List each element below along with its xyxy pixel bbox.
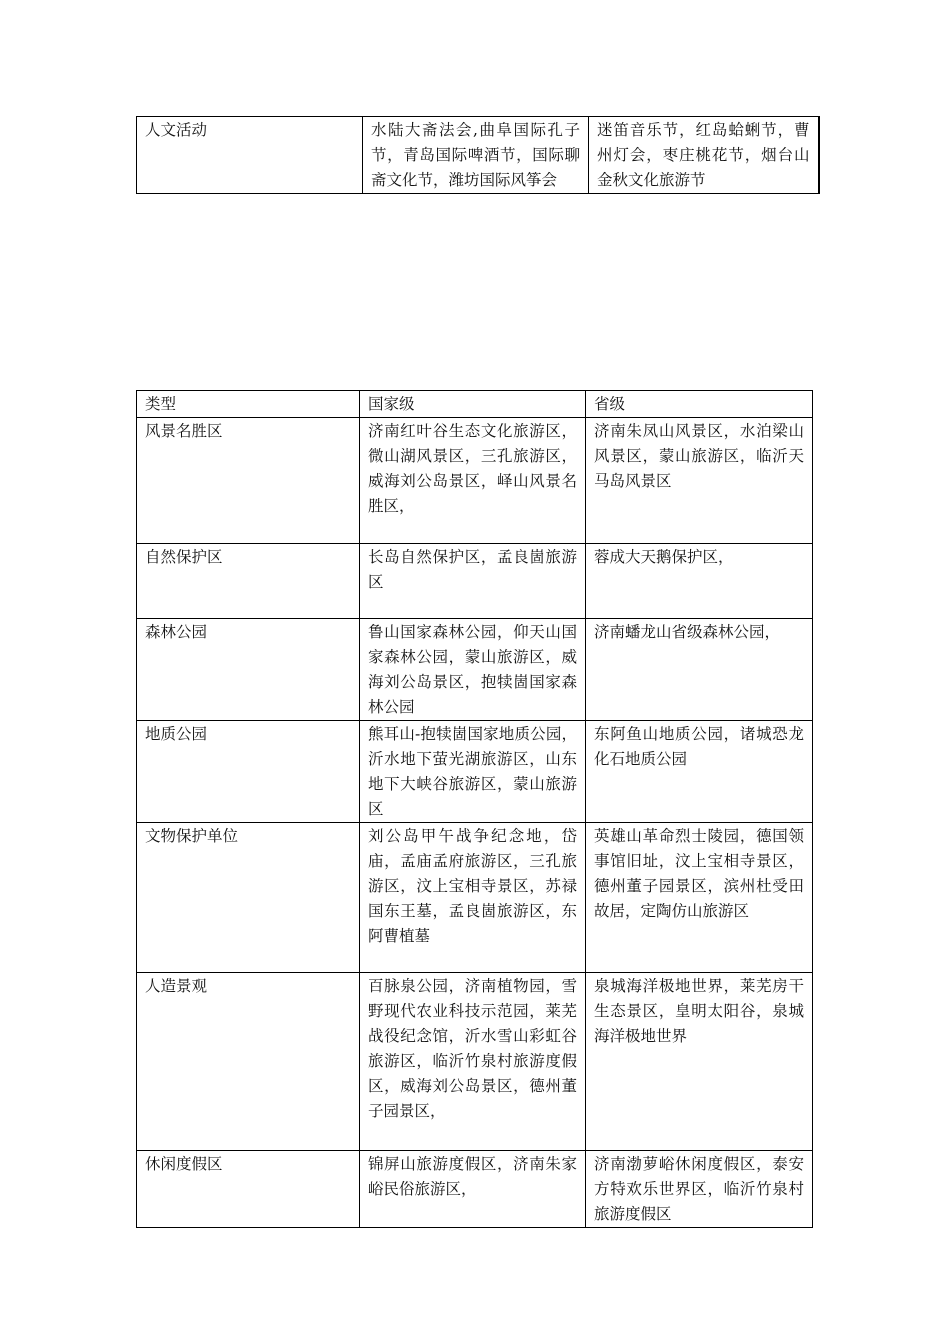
type-cell: 休闲度假区 (137, 1151, 360, 1228)
header-provincial: 省级 (586, 391, 813, 418)
provincial-cell: 蓉成大天鹅保护区， (586, 544, 813, 619)
national-cell: 鲁山国家森林公园，仰天山国家森林公园，蒙山旅游区，威海刘公岛景区，抱犊崮国家森林公园 (360, 619, 586, 721)
header-type: 类型 (137, 391, 360, 418)
table-row (137, 973, 813, 1151)
national-cell: 刘公岛甲午战争纪念地，岱庙，孟庙孟府旅游区，三孔旅游区，汶上宝相寺景区，苏禄国东王墓，孟良崮旅游区，东阿曹植墓 (360, 823, 586, 973)
national-cell: 长岛自然保护区，孟良崮旅游区 (360, 544, 586, 619)
table-row (137, 544, 813, 619)
national-cell: 百脉泉公园，济南植物园，雪野现代农业科技示范园，莱芜战役纪念馆，沂水雪山彩虹谷旅游区，临沂竹泉村旅游度假区，威海刘公岛景区，德州董子园景区， (360, 973, 586, 1151)
national-cell: 熊耳山-抱犊崮国家地质公园，沂水地下萤光湖旅游区，山东地下大峡谷旅游区，蒙山旅游区 (360, 721, 586, 823)
provincial-cell: 济南蟠龙山省级森林公园， (586, 619, 813, 721)
national-cell: 水陆大斋法会,曲阜国际孔子节，青岛国际啤酒节，国际聊斋文化节，潍坊国际风筝会 (363, 117, 589, 194)
provincial-cell: 济南渤萝峪休闲度假区，泰安方特欢乐世界区，临沂竹泉村旅游度假区 (586, 1151, 813, 1228)
type-cell: 人文活动 (137, 117, 363, 194)
scenic-areas-table (136, 390, 813, 1228)
provincial-cell: 迷笛音乐节，红岛蛤蜊节，曹州灯会，枣庄桃花节，烟台山金秋文化旅游节 (589, 117, 819, 194)
provincial-cell: 东阿鱼山地质公园，诸城恐龙化石地质公园 (586, 721, 813, 823)
header-national: 国家级 (360, 391, 586, 418)
table-row (137, 1151, 813, 1228)
table-row (137, 418, 813, 544)
table-header-row (137, 391, 813, 418)
type-cell: 文物保护单位 (137, 823, 360, 973)
type-cell: 风景名胜区 (137, 418, 360, 544)
type-cell: 森林公园 (137, 619, 360, 721)
national-cell: 锦屏山旅游度假区，济南朱家峪民俗旅游区， (360, 1151, 586, 1228)
table-row (137, 721, 813, 823)
culture-activities-table (136, 116, 820, 194)
provincial-cell: 济南朱凤山风景区，水泊梁山风景区，蒙山旅游区，临沂天马岛风景区 (586, 418, 813, 544)
table-row (137, 117, 819, 194)
provincial-cell: 英雄山革命烈士陵园，德国领事馆旧址，汶上宝相寺景区，德州董子园景区，滨州杜受田故居，定陶仿山旅游区 (586, 823, 813, 973)
provincial-cell: 泉城海洋极地世界，莱芜房干生态景区，皇明太阳谷，泉城海洋极地世界 (586, 973, 813, 1151)
type-cell: 人造景观 (137, 973, 360, 1151)
national-cell: 济南红叶谷生态文化旅游区，微山湖风景区，三孔旅游区，威海刘公岛景区，峄山风景名胜区， (360, 418, 586, 544)
table-row (137, 619, 813, 721)
table-row (137, 823, 813, 973)
type-cell: 地质公园 (137, 721, 360, 823)
type-cell: 自然保护区 (137, 544, 360, 619)
